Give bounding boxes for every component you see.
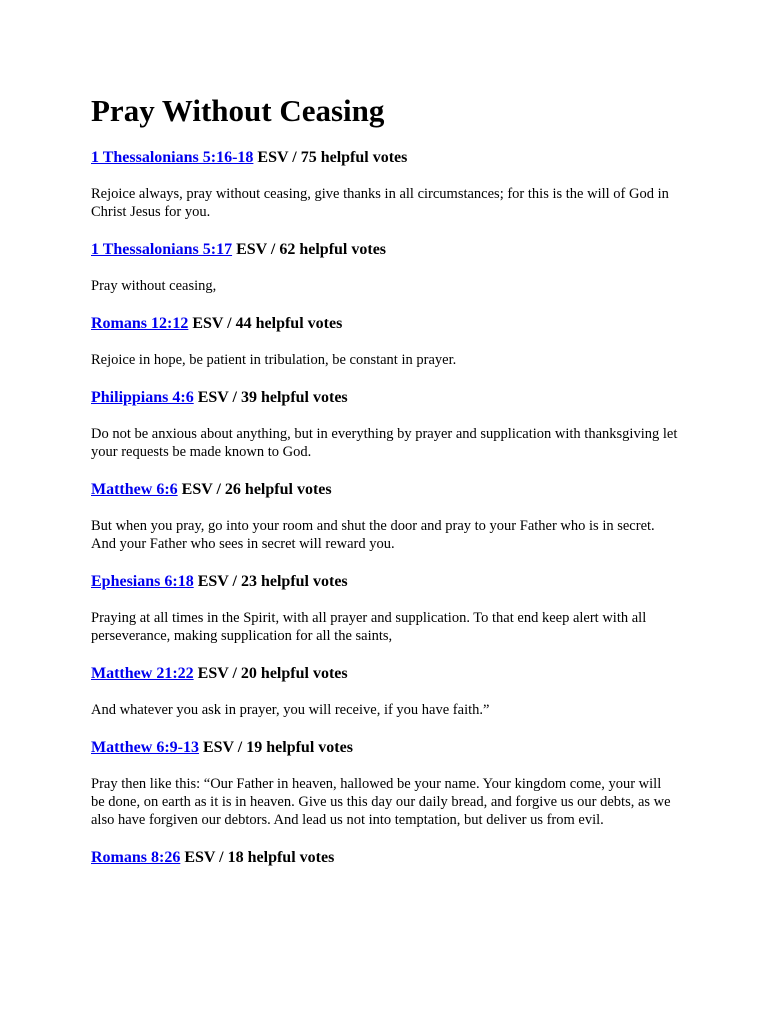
verse-meta: ESV / 39 helpful votes bbox=[193, 389, 348, 406]
verse-reference-link[interactable]: Ephesians 6:18 bbox=[91, 573, 194, 590]
verse-reference-link[interactable]: Romans 8:26 bbox=[91, 849, 181, 866]
verse-reference-line bbox=[91, 572, 678, 592]
page-title: Pray Without Ceasing bbox=[91, 93, 385, 128]
verse-entry bbox=[91, 848, 678, 868]
verse-text: Pray without ceasing, bbox=[91, 278, 217, 294]
verse-entry bbox=[91, 388, 678, 461]
verse-meta: ESV / 18 helpful votes bbox=[180, 849, 335, 866]
verse-reference-line bbox=[91, 664, 678, 684]
verse-entry bbox=[91, 240, 678, 295]
verse-entry bbox=[91, 572, 678, 645]
verse-reference-line bbox=[91, 314, 678, 334]
verse-meta: ESV / 44 helpful votes bbox=[188, 315, 343, 332]
verse-meta: ESV / 19 helpful votes bbox=[198, 739, 353, 756]
verse-list bbox=[91, 148, 678, 868]
verse-reference-link[interactable]: Matthew 21:22 bbox=[91, 665, 194, 682]
verse-reference-link[interactable]: 1 Thessalonians 5:17 bbox=[91, 241, 233, 258]
verse-meta: ESV / 62 helpful votes bbox=[232, 241, 387, 258]
verse-meta: ESV / 26 helpful votes bbox=[177, 481, 332, 498]
verse-entry bbox=[91, 314, 678, 369]
verse-reference-link[interactable]: 1 Thessalonians 5:16-18 bbox=[91, 149, 254, 166]
verse-entry bbox=[91, 664, 678, 719]
verse-reference-line bbox=[91, 240, 678, 260]
verse-text: Pray then like this: “Our Father in heaven, hallowed be your name. Your kingdom come, your will be done, on earth as it is in heaven. Give us this day our daily bread, and forgive us our debts, as we also have forgiven our debtors. And lead us not into temptation, but deliver us from evil. bbox=[91, 776, 671, 828]
verse-entry bbox=[91, 738, 678, 829]
verse-meta: ESV / 20 helpful votes bbox=[193, 665, 348, 682]
verse-text: Do not be anxious about anything, but in everything by prayer and supplication with thanksgiving let your requests be made known to God. bbox=[91, 426, 678, 460]
verse-reference-line bbox=[91, 480, 678, 500]
verse-text: But when you pray, go into your room and shut the door and pray to your Father who is in secret. And your Father who sees in secret will reward you. bbox=[91, 518, 655, 552]
verse-reference-link[interactable]: Matthew 6:9-13 bbox=[91, 739, 199, 756]
verse-reference-link[interactable]: Romans 12:12 bbox=[91, 315, 189, 332]
verse-reference-link[interactable]: Philippians 4:6 bbox=[91, 389, 194, 406]
verse-reference-line bbox=[91, 848, 678, 868]
verse-reference-line bbox=[91, 148, 678, 168]
verse-text: Rejoice in hope, be patient in tribulation, be constant in prayer. bbox=[91, 352, 457, 368]
verse-text: And whatever you ask in prayer, you will receive, if you have faith.” bbox=[91, 702, 490, 718]
verse-entry bbox=[91, 148, 678, 221]
verse-text: Rejoice always, pray without ceasing, give thanks in all circumstances; for this is the will of God in Christ Jesus for you. bbox=[91, 186, 669, 220]
verse-meta: ESV / 23 helpful votes bbox=[193, 573, 348, 590]
verse-reference-link[interactable]: Matthew 6:6 bbox=[91, 481, 178, 498]
verse-reference-line bbox=[91, 738, 678, 758]
verse-entry bbox=[91, 480, 678, 553]
verse-meta: ESV / 75 helpful votes bbox=[253, 149, 408, 166]
verse-reference-line bbox=[91, 388, 678, 408]
verse-text: Praying at all times in the Spirit, with all prayer and supplication. To that end keep alert with all perseverance, making supplication for all the saints, bbox=[91, 610, 647, 644]
